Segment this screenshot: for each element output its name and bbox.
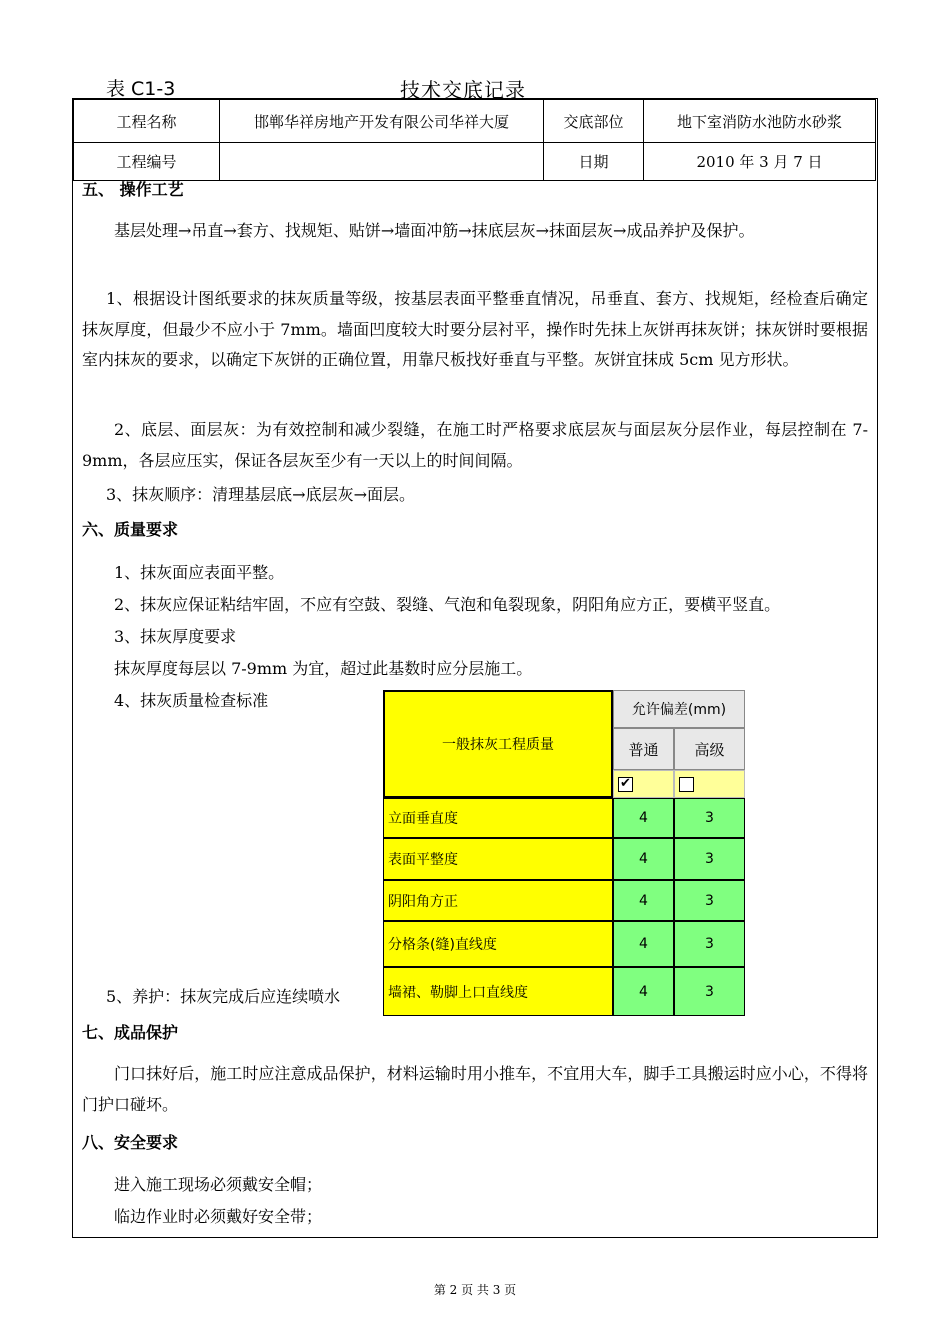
section-6-para-5: 4、抹灰质量检查标准 <box>114 691 269 710</box>
section-8-para-2: 临边作业时必须戴好安全带； <box>114 1207 323 1226</box>
quality-row-normal: 4 <box>613 967 674 1016</box>
section-8-title: 八、安全要求 <box>82 1133 179 1152</box>
quality-row-advanced: 3 <box>674 880 745 921</box>
quality-row-item: 墙裙、勒脚上口直线度 <box>383 967 613 1016</box>
page-footer: 第 2 页 共 3 页 <box>433 1283 517 1297</box>
tolerance-header: 允许偏差(mm) <box>613 690 745 728</box>
page-title: 技术交底记录 <box>400 78 526 102</box>
quality-row-item: 立面垂直度 <box>383 798 613 838</box>
quality-row-item: 表面平整度 <box>383 838 613 880</box>
section-6-para-1: 1、抹灰面应表面平整。 <box>114 563 285 582</box>
date-value: 2010 年 3 月 7 日 <box>644 143 876 181</box>
section-6-para-3: 3、抹灰厚度要求 <box>114 627 237 646</box>
section-6-para-4: 抹灰厚度每层以 7-9mm 为宜，超过此基数时应分层施工。 <box>114 659 533 678</box>
advanced-checkbox[interactable] <box>679 777 694 792</box>
section-5-para-3: 3、抹灰顺序：清理基层底→底层灰→面层。 <box>106 485 415 504</box>
form-code: 表 C1-3 <box>106 78 176 100</box>
normal-check-cell <box>613 770 674 798</box>
project-no-value <box>220 143 544 181</box>
quality-row-item: 阴阳角方正 <box>383 880 613 921</box>
quality-row-advanced: 3 <box>674 967 745 1016</box>
normal-checkbox[interactable]: ✔ <box>618 777 633 792</box>
date-label: 日期 <box>544 143 644 181</box>
project-name-label: 工程名称 <box>74 100 220 143</box>
quality-row-normal: 4 <box>613 838 674 880</box>
section-6-title: 六、质量要求 <box>82 520 179 539</box>
header-table <box>73 99 876 181</box>
part-value: 地下室消防水池防水砂浆 <box>644 100 876 143</box>
section-7-title: 七、成品保护 <box>82 1023 179 1042</box>
section-6-para-6: 5、养护：抹灰完成后应连续喷水 <box>106 987 341 1006</box>
quality-row-item: 分格条(缝)直线度 <box>383 921 613 967</box>
advanced-check-cell <box>674 770 745 798</box>
part-label: 交底部位 <box>544 100 644 143</box>
section-7-para-1: 门口抹好后，施工时应注意成品保护，材料运输时用小推车，不宜用大车，脚手工具搬运时应小心，不得将门护口碰坏。 <box>82 1064 868 1114</box>
section-5-para-2: 2、底层、面层灰：为有效控制和减少裂缝，在施工时严格要求底层灰与面层灰分层作业，每层控制在 7-9mm，各层应压实，保证各层灰至少有一天以上的时间间隔。 <box>82 420 868 470</box>
section-5-para-1: 1、根据设计图纸要求的抹灰质量等级，按基层表面平整垂直情况，吊垂直、套方、找规矩，经检查后确定抹灰厚度，但最少不应小于 7mm。墙面凹度较大时要分层衬平，操作时先抹上灰饼再抹灰饼；抹灰饼时要根据室内抹灰的要求，以确定下灰饼的正确位置，用靠尺板找好垂直与平整。灰饼宜抹成 5cm 见方形状。 <box>82 289 868 369</box>
quality-check-table <box>383 690 745 1026</box>
section-5-title: 五、 操作工艺 <box>82 180 184 199</box>
record-frame <box>72 98 878 1238</box>
section-6-para-2: 2、抹灰应保证粘结牢固，不应有空鼓、裂缝、气泡和龟裂现象，阴阳角应方正，要横平竖直。 <box>114 595 781 614</box>
quality-row-advanced: 3 <box>674 838 745 880</box>
project-no-label: 工程编号 <box>74 143 220 181</box>
quality-header-main: 一般抹灰工程质量 <box>383 690 613 798</box>
section-5-para-0: 基层处理→吊直→套方、找规矩、贴饼→墙面冲筋→抹底层灰→抹面层灰→成品养护及保护。 <box>114 221 755 240</box>
section-8-para-1: 进入施工现场必须戴安全帽； <box>114 1175 323 1194</box>
quality-row-normal: 4 <box>613 880 674 921</box>
quality-row-normal: 4 <box>613 798 674 838</box>
col-advanced: 高级 <box>674 728 745 770</box>
col-normal: 普通 <box>613 728 674 770</box>
quality-row-advanced: 3 <box>674 921 745 967</box>
quality-row-advanced: 3 <box>674 798 745 838</box>
project-name-value: 邯郸华祥房地产开发有限公司华祥大厦 <box>220 100 544 143</box>
quality-row-normal: 4 <box>613 921 674 967</box>
